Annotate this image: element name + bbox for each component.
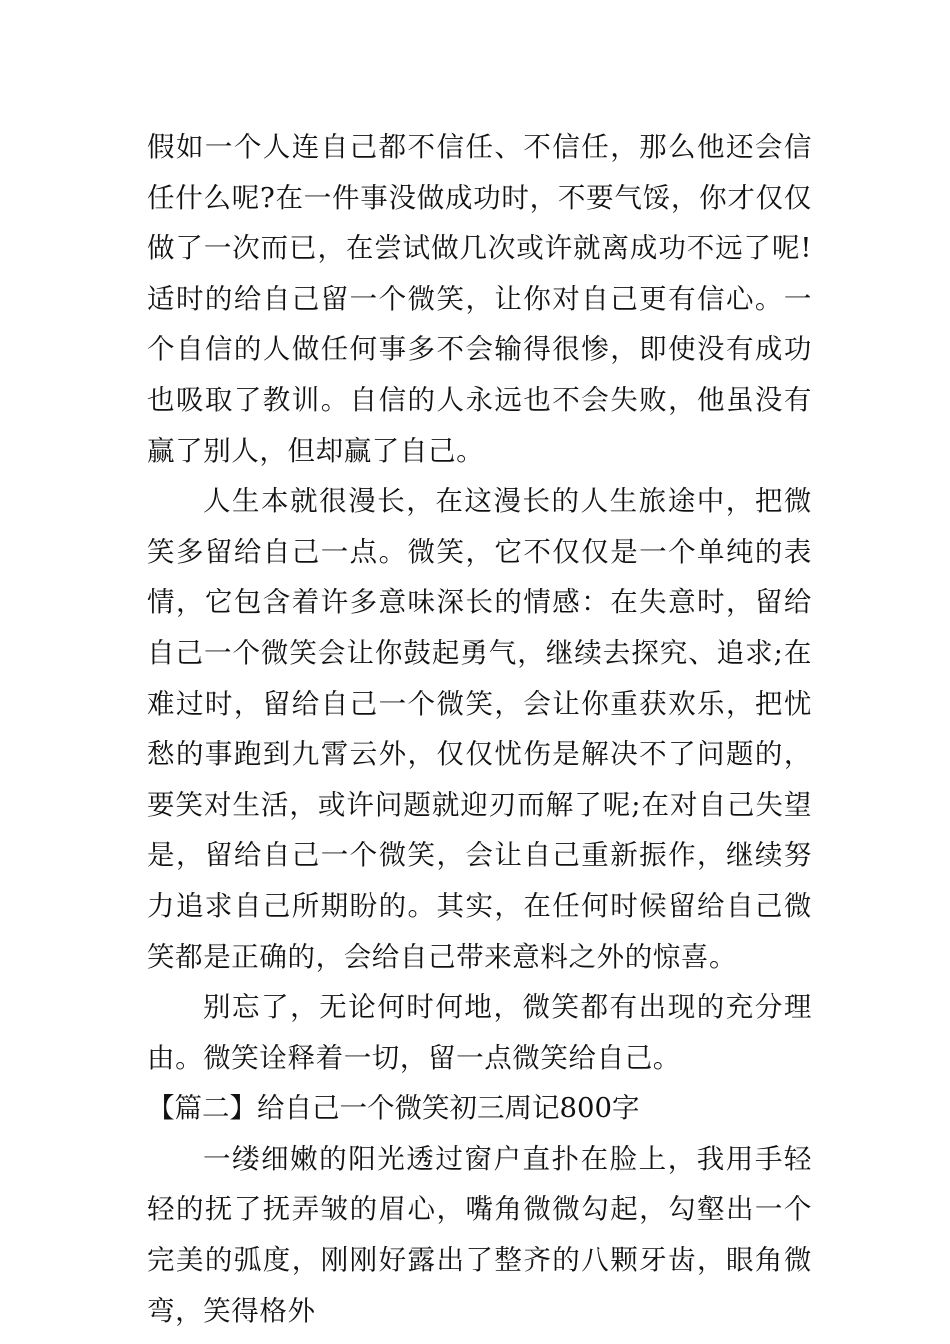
paragraph-3: 别忘了，无论何时何地，微笑都有出现的充分理由。微笑诠释着一切，留一点微笑给自己。 (147, 991, 812, 1074)
section-heading: 【篇二】给自己一个微笑初三周记800字 (147, 1092, 640, 1125)
paragraph-2: 人生本就很漫长，在这漫长的人生旅途中，把微笑多留给自己一点。微笑，它不仅仅是一个单纯的表情，它包含着许多意味深长的情感：在失意时，留给自己一个微笑会让你鼓起勇气，继续去探究、追求;在难过时，留给自己一个微笑，会让你重获欢乐，把忧愁的事跑到九霄云外，仅仅忧伤是解决不了问题的，要笑对生活，或许问题就迎刃而解了呢;在对自己失望是，留给自己一个微笑，会让自己重新振作，继续努力追求自己所期盼的。其实，在任何时候留给自己微笑都是正确的，会给自己带来意料之外的惊喜。 (147, 485, 812, 973)
document-body (147, 122, 812, 1336)
paragraph-1: 假如一个人连自己都不信任、不信任，那么他还会信任什么呢?在一件事没做成功时，不要气馁，你才仅仅做了一次而已，在尝试做几次或许就离成功不远了呢!适时的给自己留一个微笑，让你对自己更有信心。一个自信的人做任何事多不会输得很惨，即使没有成功也吸取了教训。自信的人永远也不会失败，他虽没有赢了别人，但却赢了自己。 (147, 131, 812, 467)
paragraph-4: 一缕细嫩的阳光透过窗户直扑在脸上，我用手轻轻的抚了抚弄皱的眉心，嘴角微微勾起，勾壑出一个完美的弧度，刚刚好露出了整齐的八颗牙齿，眼角微弯，笑得格外 (147, 1142, 812, 1327)
